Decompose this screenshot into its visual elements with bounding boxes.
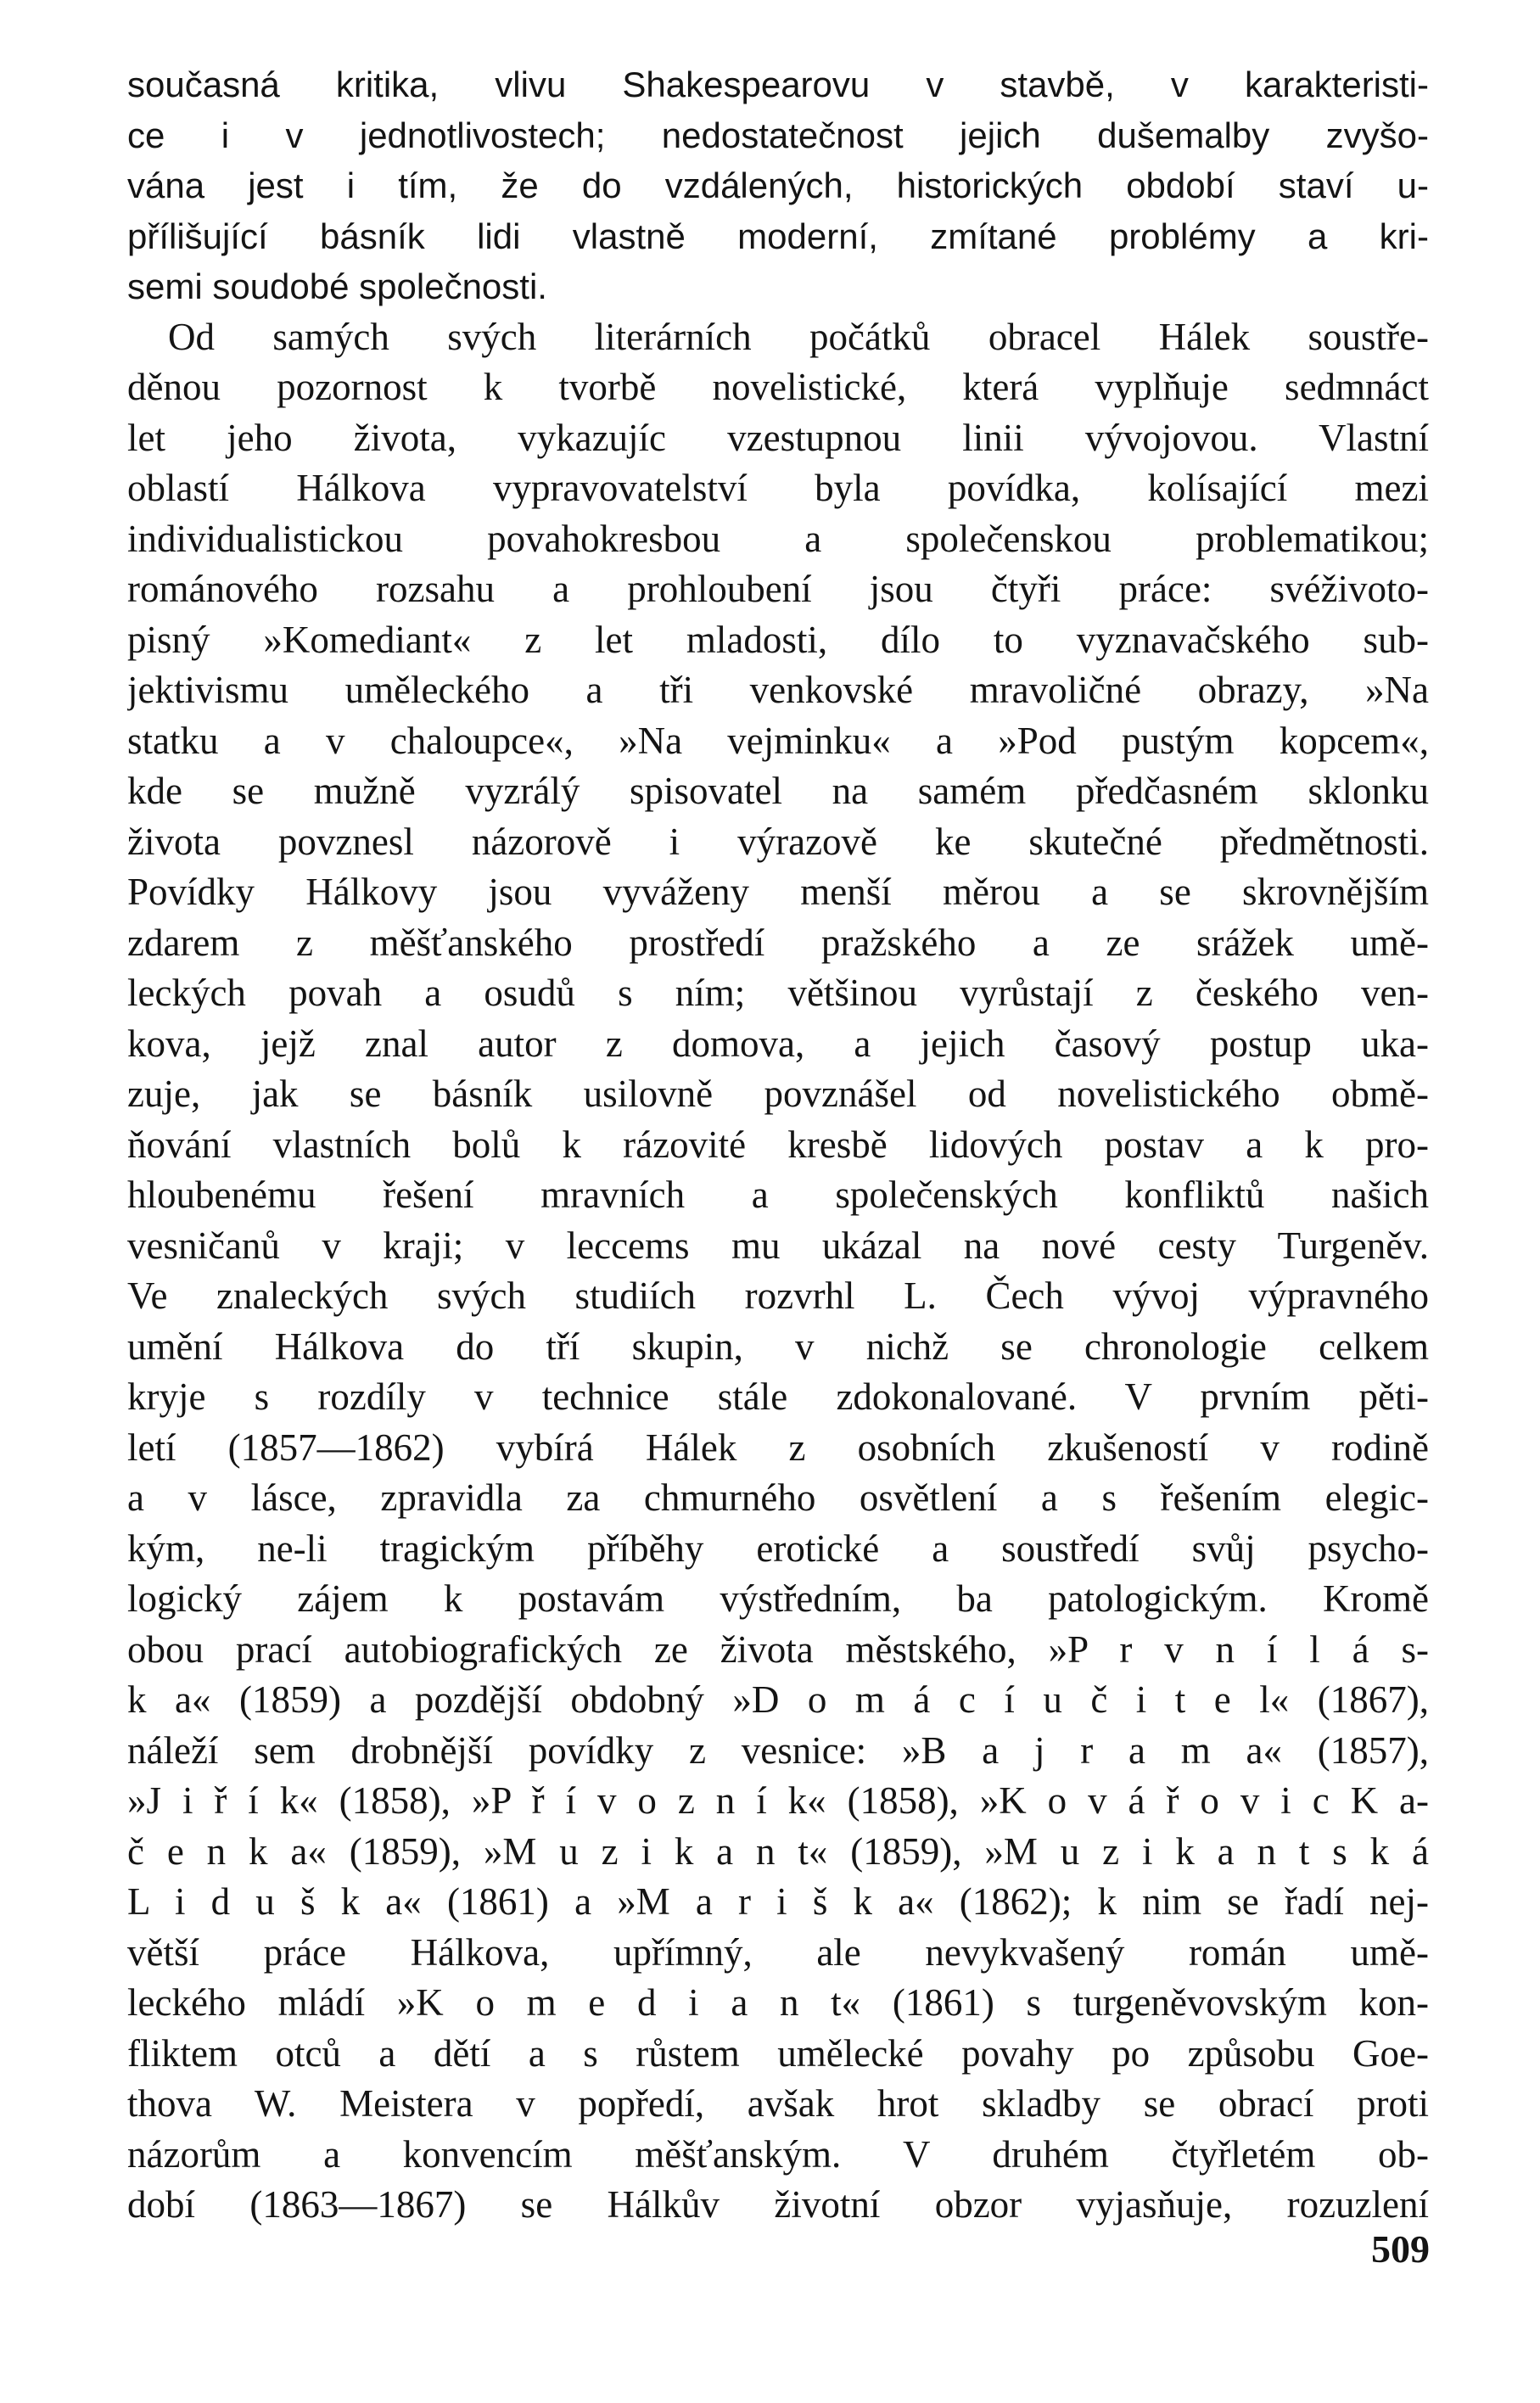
text-line: přílišující básník lidi vlastně moderní, zmítané problémy a kri-: [127, 216, 1429, 256]
text-line: umění Hálkova do tří skupin, v nichž se chronologie celkem: [127, 1325, 1429, 1368]
text-line: jektivismu uměleckého a tři venkovské mravoličné obrazy, »Na: [127, 669, 1429, 711]
text-line: hloubenému řešení mravních a společenských konfliktů našich: [127, 1173, 1429, 1216]
text-line: statku a v chaloupce«, »Na vejminku« a »Pod pustým kopcem«,: [127, 719, 1429, 762]
text-line: současná kritika, vlivu Shakespearovu v stavbě, v karakteristi-: [127, 64, 1429, 104]
text-line: zdarem z měšťanského prostředí pražského a ze srážek umě-: [127, 921, 1429, 964]
paragraph-1: [127, 59, 1429, 312]
page-body: [127, 59, 1429, 2231]
text-line: vesničanů v kraji; v leccems mu ukázal na nové cesty Turgeněv.: [127, 1224, 1429, 1267]
text-line: č e n k a« (1859), »M u z i k a n t« (1859), »M u z i k a n t s k á: [127, 1829, 1429, 1873]
text-line: L i d u š k a« (1861) a »M a r i š k a« (1862); k nim se řadí nej-: [127, 1880, 1429, 1923]
text-line: »J i ř í k« (1858), »P ř í v o z n í k« (1858), »K o v á ř o v i c K a-: [127, 1779, 1429, 1822]
text-line: obou prací autobiografických ze života městského, »P r v n í l á s-: [127, 1627, 1429, 1671]
text-line: románového rozsahu a prohloubení jsou čtyři práce: svéživoto-: [127, 568, 1429, 610]
text-line: větší práce Hálkova, upřímný, ale nevykvašený román umě-: [127, 1930, 1429, 1974]
paragraph-2: [127, 312, 1429, 2231]
text-line: dobí (1863—1867) se Hálkův životní obzor vyjasňuje, rozuzlení: [127, 2183, 1429, 2226]
text-line: fliktem otců a dětí a s růstem umělecké povahy po způsobu Goe-: [127, 2031, 1429, 2075]
text-line: ňování vlastních bolů k rázovité kresbě lidových postav a k pro-: [127, 1123, 1429, 1166]
text-line: Ve znaleckých svých studiích rozvrhl L. Čech vývoj výpravného: [127, 1274, 1429, 1317]
text-line: leckých povah a osudů s ním; většinou vyrůstají z českého ven-: [127, 972, 1429, 1014]
text-line: logický zájem k postavám výstředním, ba patologickým. Kromě: [127, 1577, 1429, 1620]
text-line: vána jest i tím, že do vzdálených, historických období staví u-: [127, 165, 1429, 205]
text-line: semi soudobé společnosti.: [127, 266, 547, 306]
text-line: Povídky Hálkovy jsou vyváženy menší měrou a se skrovnějším: [127, 871, 1429, 913]
text-line: let jeho života, vykazujíc vzestupnou linii vývojovou. Vlastní: [127, 416, 1429, 459]
text-line: názorům a konvencím měšťanským. V druhém čtyřletém ob-: [127, 2132, 1429, 2176]
text-line: a v lásce, zpravidla za chmurného osvětlení a s řešením elegic-: [127, 1476, 1429, 1519]
text-line: děnou pozornost k tvorbě novelistické, která vyplňuje sedmnáct: [127, 366, 1429, 408]
page-number: 509: [1371, 2227, 1430, 2271]
text-line: kova, jejž znal autor z domova, a jejich časový postup uka-: [127, 1022, 1429, 1065]
text-line: leckého mládí »K o m e d i a n t« (1861) s turgeněvovským kon-: [127, 1981, 1429, 2024]
text-line: oblastí Hálkova vypravovatelství byla povídka, kolísající mezi: [127, 467, 1429, 509]
text-line: individualistickou povahokresbou a společenskou problematikou;: [127, 517, 1429, 560]
text-line: thova W. Meistera v popředí, avšak hrot skladby se obrací proti: [127, 2082, 1429, 2125]
text-line: pisný »Komediant« z let mladosti, dílo to vyznavačského sub-: [127, 618, 1429, 661]
text-line: kde se mužně vyzrálý spisovatel na samém předčasném sklonku: [127, 770, 1429, 812]
text-line: zuje, jak se básník usilovně povznášel od novelistického obmě-: [127, 1073, 1429, 1115]
text-line: náleží sem drobnější povídky z vesnice: »B a j r a m a« (1857),: [127, 1728, 1429, 1772]
text-line: ce i v jednotlivostech; nedostatečnost jejich dušemalby zvyšo-: [127, 115, 1429, 155]
text-line: k a« (1859) a pozdější obdobný »D o m á c í u č i t e l« (1867),: [127, 1678, 1429, 1721]
text-line: Od samých svých literárních počátků obracel Hálek soustře-: [168, 315, 1429, 358]
text-line: letí (1857—1862) vybírá Hálek z osobních zkušeností v rodině: [127, 1426, 1429, 1469]
text-line: života povznesl názorově i výrazově ke skutečné předmětnosti.: [127, 820, 1429, 863]
text-line: kryje s rozdíly v technice stále zdokonalované. V prvním pěti-: [127, 1375, 1429, 1418]
text-line: kým, ne-li tragickým příběhy erotické a soustředí svůj psycho-: [127, 1526, 1429, 1570]
